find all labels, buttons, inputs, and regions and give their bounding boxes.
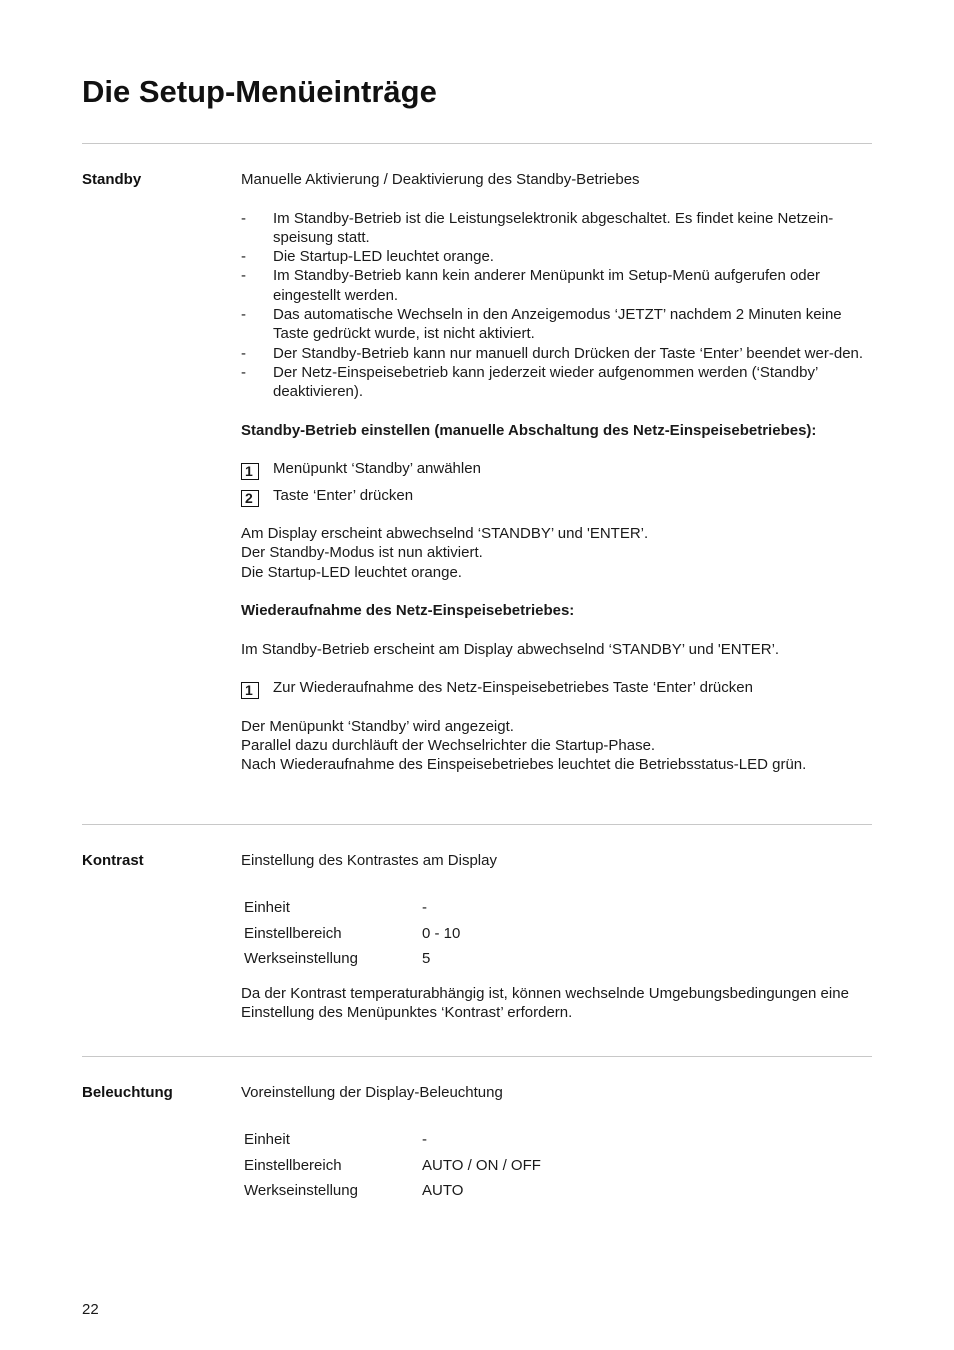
table-row: Werkseinstellung AUTO [244, 1182, 464, 1200]
beleuchtung-params-table [241, 1130, 544, 1207]
section-label-standby: Standby [82, 171, 142, 188]
divider [82, 143, 872, 144]
list-item: - Die Startup-LED leuchtet orange. [241, 248, 494, 266]
kontrast-intro: Einstellung des Kontrastes am Display [241, 852, 497, 869]
step-number-box: 1 [241, 463, 259, 480]
table-row: Werkseinstellung 5 [244, 950, 431, 968]
result-line: Nach Wiederaufnahme des Einspeisebetriebes leuchtet die Betriebsstatus-LED grün. [241, 756, 807, 774]
result-line: Die Startup-LED leuchtet orange. [241, 563, 462, 581]
page-title: Die Setup-Menüeinträge [82, 74, 437, 109]
result-line: Der Standby-Modus ist nun aktiviert. [241, 544, 483, 562]
divider [82, 1056, 872, 1057]
list-item: - Im Standby-Betrieb ist die Leistungselektronik abgeschaltet. Es findet keine Netzein-speisung statt. [241, 209, 834, 246]
page-number: 22 [82, 1301, 99, 1318]
step-item [241, 678, 872, 697]
beleuchtung-intro: Voreinstellung der Display-Beleuchtung [241, 1084, 503, 1101]
standby-heading-activate: Standby-Betrieb einstellen (manuelle Abschaltung des Netz-Einspeisebetriebes): [241, 421, 817, 439]
table-row: Einstellbereich AUTO / ON / OFF [244, 1156, 541, 1174]
standby-bullet-list [241, 209, 872, 402]
step-item [241, 486, 872, 505]
section-label-kontrast: Kontrast [82, 852, 144, 869]
step-item [241, 459, 872, 478]
section-standby [241, 170, 872, 775]
kontrast-note: Da der Kontrast temperaturabhängig ist, können wechselnde Umgebungsbedingungen eine Einstellung des Menüpunktes ‘Kontrast’ erfordern. [241, 984, 849, 1022]
section-label-beleuchtung: Beleuchtung [82, 1084, 173, 1101]
step-number-box: 1 [241, 682, 259, 699]
table-row: Einheit - [244, 899, 427, 917]
step-number-box: 2 [241, 490, 259, 507]
step-text: Menüpunkt ‘Standby’ anwählen [273, 460, 481, 478]
step-text: Zur Wiederaufnahme des Netz-Einspeisebetriebes Taste ‘Enter’ drücken [273, 679, 753, 697]
divider [82, 824, 872, 825]
standby-heading-resume: Wiederaufnahme des Netz-Einspeisebetriebes: [241, 602, 575, 620]
list-item: - Der Standby-Betrieb kann nur manuell durch Drücken der Taste ‘Enter’ beendet wer-den. [241, 344, 864, 362]
kontrast-params-table [241, 898, 463, 975]
standby-intro: Manuelle Aktivierung / Deaktivierung des Standby-Betriebes [241, 171, 640, 188]
list-item: - Im Standby-Betrieb kann kein anderer Menüpunkt im Setup-Menü aufgerufen oder eingestellt werden. [241, 267, 820, 304]
list-item: - Das automatische Wechseln in den Anzeigemodus ‘JETZT’ nachdem 2 Minuten keine Taste gedrückt wurde, ist nicht aktiviert. [241, 306, 842, 343]
result-line: Parallel dazu durchläuft der Wechselrichter die Startup-Phase. [241, 737, 656, 755]
list-item: - Der Netz-Einspeisebetrieb kann jederzeit wieder aufgenommen werden (‘Standby’ deaktivieren). [241, 363, 818, 401]
table-row: Einstellbereich 0 - 10 [244, 924, 461, 942]
result-line: Am Display erscheint abwechselnd ‘STANDBY’ und 'ENTER’. [241, 525, 649, 543]
standby-resume-info: Im Standby-Betrieb erscheint am Display abwechselnd ‘STANDBY’ und 'ENTER’. [241, 640, 780, 658]
table-row: Einheit - [244, 1131, 427, 1149]
section-kontrast [241, 851, 872, 1022]
step-text: Taste ‘Enter’ drücken [273, 486, 414, 504]
result-line: Der Menüpunkt ‘Standby’ wird angezeigt. [241, 717, 514, 735]
section-beleuchtung [241, 1083, 872, 1207]
